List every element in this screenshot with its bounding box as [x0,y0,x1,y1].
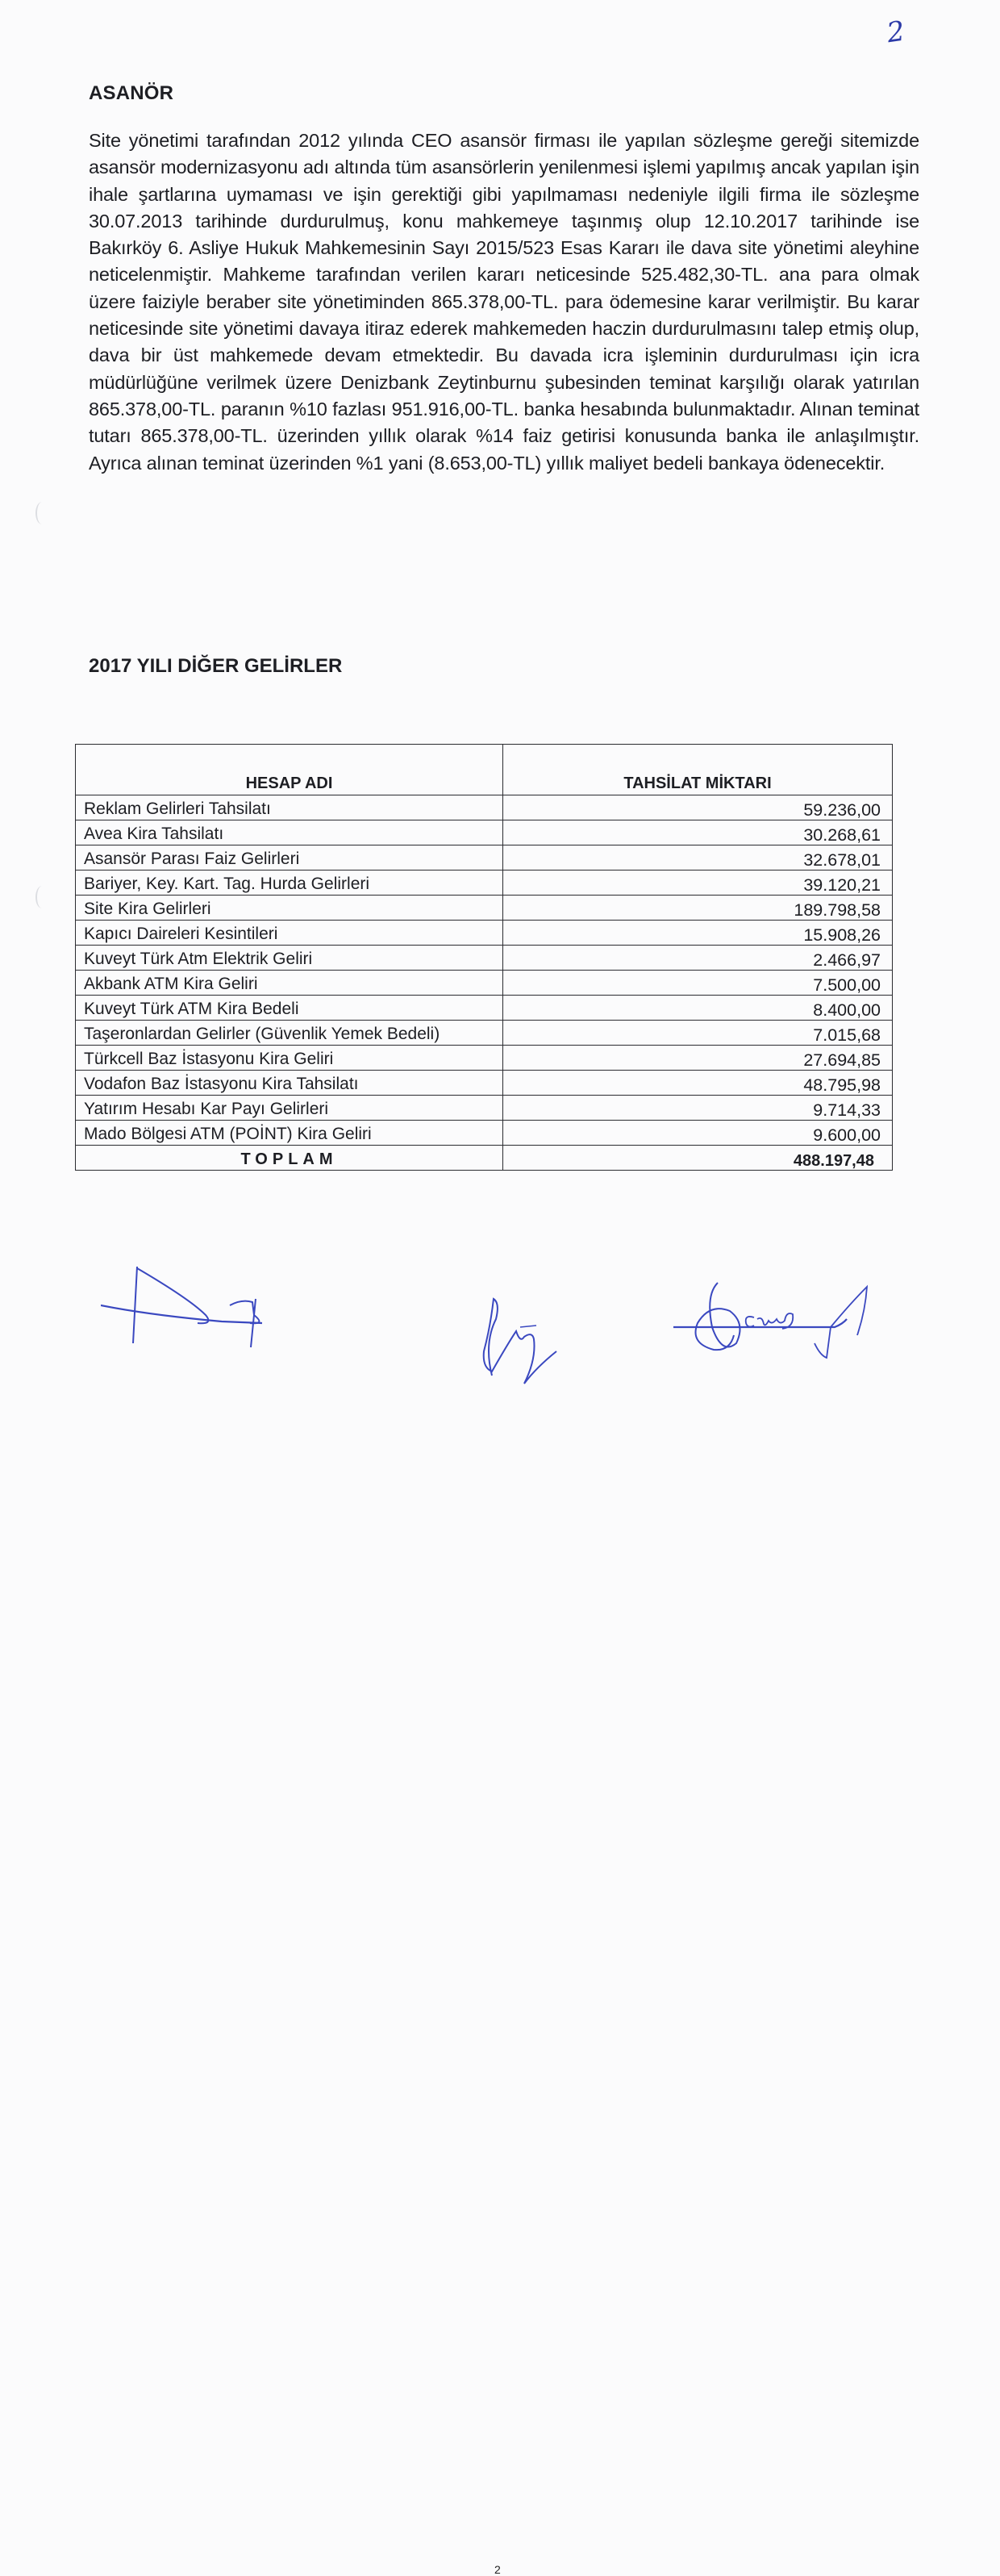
table-row [76,1021,893,1046]
signature-1 [101,1267,319,1355]
amount-cell: 32.678,01 [503,845,893,870]
total-amount: 488.197,48 [503,1146,893,1171]
account-name-cell: Kapıcı Daireleri Kesintileri [76,921,503,946]
amount-cell: 27.694,85 [503,1046,893,1071]
amount-cell: 59.236,00 [503,795,893,820]
table-total-row [76,1146,893,1171]
section-title-other-income: 2017 YILI DİĞER GELİRLER [89,655,343,677]
section-title-elevator: ASANÖR [89,82,174,104]
table-header-row [76,745,893,795]
total-label: TOPLAM [76,1146,503,1171]
amount-cell: 9.714,33 [503,1096,893,1121]
account-name-cell: Vodafon Baz İstasyonu Kira Tahsilatı [76,1071,503,1096]
amount-cell: 39.120,21 [503,870,893,896]
table-row [76,1046,893,1071]
account-name-cell: Asansör Parası Faiz Gelirleri [76,845,503,870]
account-name-cell: Kuveyt Türk ATM Kira Bedeli [76,996,503,1021]
table-row [76,921,893,946]
table-row [76,996,893,1021]
handwritten-page-number: 2 [885,15,907,50]
table-row [76,820,893,845]
table-row [76,971,893,996]
column-header-account-name: HESAP ADI [76,745,503,795]
amount-cell: 2.466,97 [503,946,893,971]
table-row [76,870,893,896]
account-name-cell: Site Kira Gelirleri [76,896,503,921]
account-name-cell: Reklam Gelirleri Tahsilatı [76,795,503,820]
signature-2 [460,1295,581,1392]
amount-cell: 7.500,00 [503,971,893,996]
amount-cell: 9.600,00 [503,1121,893,1146]
column-header-amount: TAHSİLAT MİKTARI [503,745,893,795]
table-row [76,946,893,971]
amount-cell: 8.400,00 [503,996,893,1021]
table-row [76,795,893,820]
account-name-cell: Bariyer, Key. Kart. Tag. Hurda Gelirleri [76,870,503,896]
punch-hole-mark [35,886,48,908]
amount-cell: 15.908,26 [503,921,893,946]
account-name-cell: Avea Kira Tahsilatı [76,820,503,845]
account-name-cell: Mado Bölgesi ATM (POİNT) Kira Geliri [76,1121,503,1146]
table-row [76,1121,893,1146]
account-name-cell: Kuveyt Türk Atm Elektrik Geliri [76,946,503,971]
amount-cell: 30.268,61 [503,820,893,845]
signatures-area [0,1242,1000,2576]
elevator-paragraph: Site yönetimi tarafından 2012 yılında CEO asansör firması ile yapılan sözleşme gereği sitemizde asansör modernizasyonu adı altında tüm asansörlerin yenilenmesi işlemi yapılmış ancak yapılan işin ihale şartlarına uymaması ve işin gerektiği gibi yapılmaması nedeniyle ilgili firma ile sözleşme 30.07.2013 tarihinde durdurulmuş, konu mahkemeye taşınmış olup 12.10.2017 tarihinde ise Bakırköy 6. Asliye Hukuk Mahkemesinin Sayı 2015/523 Esas Kararı ile dava site yönetimi aleyhine neticelenmiştir. Mahkeme tarafından verilen kararı neticesinde 525.482,30-TL. ana para olmak üzere faiziyle beraber site yönetiminden 865.378,00-TL. para ödemesine karar verilmiştir. Bu karar neticesinde site yönetimi davaya itiraz ederek mahkemeden haczin durdurulmasını talep etmiş olup, dava bir üst mahkemede devam etmektedir. Bu davada icra işleminin durdurulması için icra müdürlüğüne verilmek üzere Denizbank Zeytinburnu şubesinden teminat karşılığı olarak yatırılan 865.378,00-TL. paranın %10 fazlası 951.916,00-TL. banka hesabında bulunmaktadır. Alınan teminat tutarı 865.378,00-TL. üzerinden yıllık olarak %14 faiz getirisi konusunda banka ile anlaşılmıştır. Ayrıca alınan teminat üzerinden %1 yani (8.653,00-TL) yıllık maliyet bedeli bankaya ödenecektir. [89,130,919,474]
amount-cell: 48.795,98 [503,1071,893,1096]
account-name-cell: Türkcell Baz İstasyonu Kira Geliri [76,1046,503,1071]
table-row [76,896,893,921]
account-name-cell: Taşeronlardan Gelirler (Güvenlik Yemek Bedeli) [76,1021,503,1046]
account-name-cell: Akbank ATM Kira Geliri [76,971,503,996]
footer-page-number: 2 [494,2563,501,2576]
account-name-cell: Yatırım Hesabı Kar Payı Gelirleri [76,1096,503,1121]
table-row [76,1096,893,1121]
amount-cell: 7.015,68 [503,1021,893,1046]
punch-hole-mark [35,502,48,524]
table-row [76,845,893,870]
table-row [76,1071,893,1096]
signature-3 [673,1279,883,1367]
amount-cell: 189.798,58 [503,896,893,921]
other-income-table [75,744,893,1171]
